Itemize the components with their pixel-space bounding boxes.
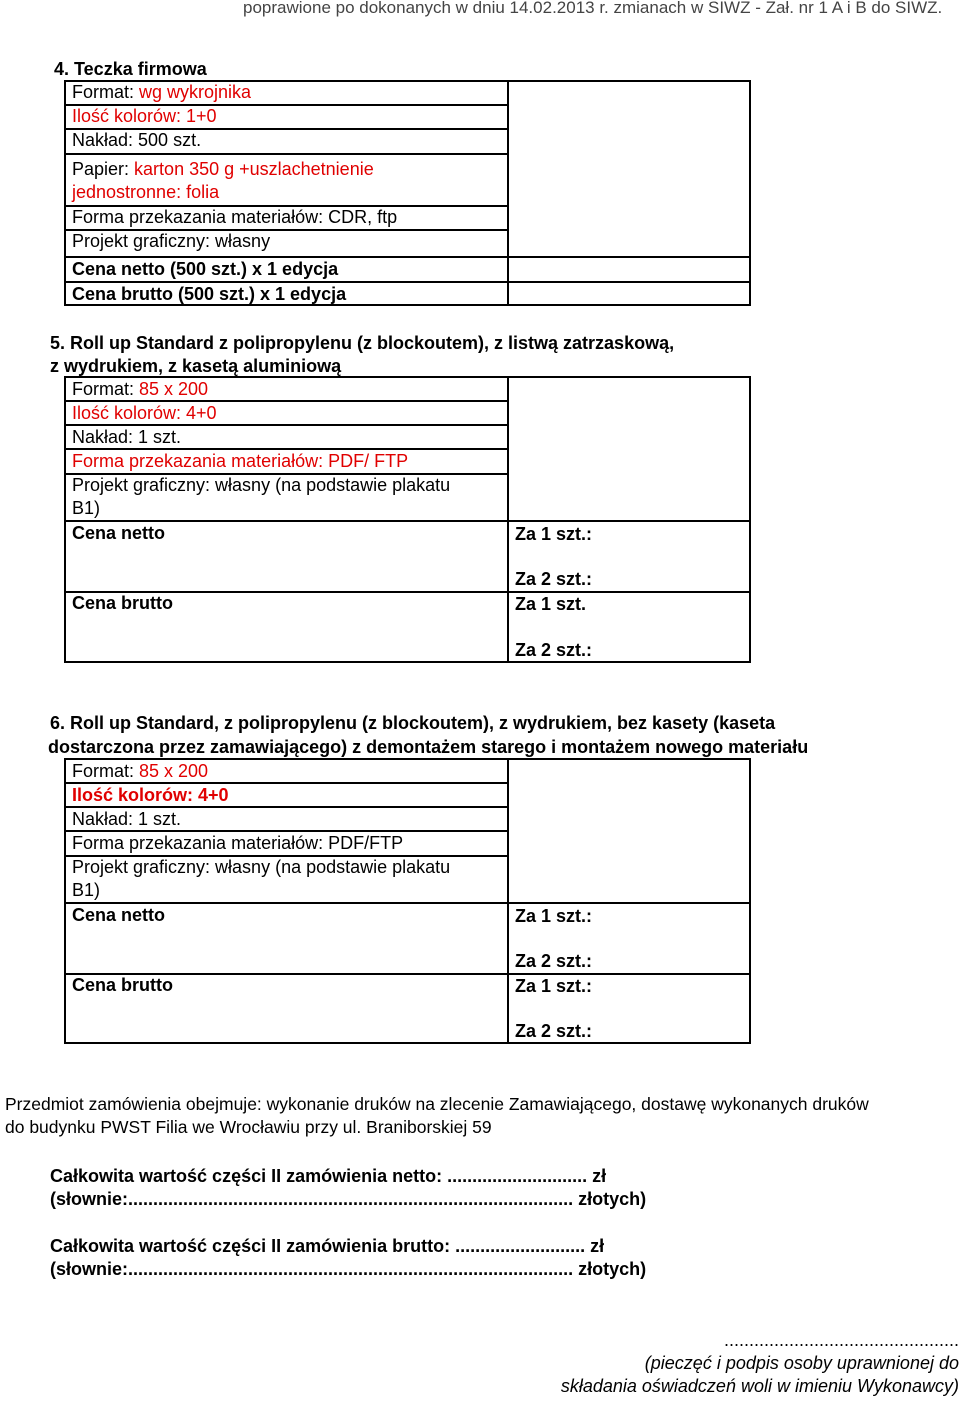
cena-brutto-label: Cena brutto [72, 975, 173, 995]
za-2-brutto: Za 2 szt.: [515, 640, 593, 660]
format-value: 85 x 200 [139, 761, 209, 781]
format-row [72, 81, 251, 103]
page-header: poprawione po dokonanych w dniu 14.02.2013 r. zmianach w SIWZ - Zał. nr 1 A i B do SIWZ. [243, 0, 943, 17]
paper-value: karton 350 g +uszlachetnienie [134, 159, 374, 179]
section-4-title: 4. Teczka firmowa [54, 59, 207, 79]
naklad-row: Nakład: 1 szt. [72, 809, 182, 829]
za-1-netto: Za 1 szt.: [515, 524, 593, 544]
section-6-title: 6. Roll up Standard, z polipropylenu (z blockoutem), z wydrukiem, bez kasety (kaseta [50, 713, 776, 733]
naklad-row: Nakład: 1 szt. [72, 427, 182, 447]
table-row-line [64, 902, 751, 904]
format-row [72, 760, 208, 782]
table-row-line [64, 520, 751, 522]
za-1-netto: Za 1 szt.: [515, 906, 593, 926]
format-row [72, 378, 208, 400]
przedmiot-text: Przedmiot zamówienia obejmuje: wykonanie druków na zlecenie Zamawiającego, dostawę wykonanych druków [5, 1094, 869, 1114]
total-brutto: Całkowita wartość części II zamówienia brutto: .......................... zł [50, 1236, 605, 1256]
format-label: Format: [72, 761, 140, 781]
projekt-row-cont: B1) [72, 498, 101, 518]
forma-row: Forma przekazania materiałów: PDF/FTP [72, 833, 404, 853]
format-label: Format: [72, 82, 140, 102]
format-value: 85 x 200 [139, 379, 209, 399]
projekt-row: Projekt graficzny: własny (na podstawie plakatu [72, 475, 451, 495]
cena-netto-label: Cena netto [72, 905, 166, 925]
format-value: wg wykrojnika [139, 82, 252, 102]
paper-value-cont: jednostronne: folia [72, 182, 220, 202]
colors-row: Ilość kolorów: 1+0 [72, 106, 217, 126]
section-6-title-cont: dostarczona przez zamawiającego) z demontażem starego i montażem nowego materiału [48, 737, 809, 757]
colors-row: Ilość kolorów: 4+0 [72, 785, 229, 805]
slownie-netto: (słownie:......................................................................................... złotych) [50, 1189, 647, 1209]
przedmiot-text-cont: do budynku PWST Filia we Wrocławiu przy ul. Braniborskiej 59 [5, 1117, 492, 1137]
paper-row [72, 158, 374, 180]
section-5-title-cont: z wydrukiem, z kasetą aluminiową [50, 356, 342, 376]
cena-brutto-row: Cena brutto (500 szt.) x 1 edycja [72, 284, 347, 304]
za-2-brutto: Za 2 szt.: [515, 1021, 593, 1041]
cena-netto-label: Cena netto [72, 523, 166, 543]
za-1-brutto: Za 1 szt. [515, 594, 587, 614]
slownie-brutto: (słownie:......................................................................................... złotych) [50, 1259, 647, 1279]
za-1-brutto: Za 1 szt.: [515, 976, 593, 996]
table-row-line [64, 153, 509, 155]
total-netto: Całkowita wartość części II zamówienia netto: ............................ zł [50, 1166, 607, 1186]
cena-netto-row: Cena netto (500 szt.) x 1 edycja [72, 259, 339, 279]
naklad-row: Nakład: 500 szt. [72, 130, 202, 150]
projekt-row: Projekt graficzny: własny [72, 231, 271, 251]
projekt-row: Projekt graficzny: własny (na podstawie plakatu [72, 857, 451, 877]
colors-row: Ilość kolorów: 4+0 [72, 403, 217, 423]
za-2-netto: Za 2 szt.: [515, 569, 593, 589]
table-divider [507, 758, 509, 1044]
signature-dots: ............................................... [723, 1330, 959, 1350]
signature-caption: (pieczęć i podpis osoby uprawnionej do [644, 1353, 959, 1373]
format-label: Format: [72, 379, 140, 399]
forma-row: Forma przekazania materiałów: PDF/ FTP [72, 451, 409, 471]
paper-label: Papier: [72, 159, 135, 179]
table-divider [507, 80, 509, 306]
za-2-netto: Za 2 szt.: [515, 951, 593, 971]
section-5-title: 5. Roll up Standard z polipropylenu (z blockoutem), z listwą zatrzaskową, [50, 333, 675, 353]
signature-caption-cont: składania oświadczeń woli w imieniu Wykonawcy) [560, 1376, 959, 1396]
forma-row: Forma przekazania materiałów: CDR, ftp [72, 207, 398, 227]
projekt-row-cont: B1) [72, 880, 101, 900]
cena-brutto-label: Cena brutto [72, 593, 173, 613]
